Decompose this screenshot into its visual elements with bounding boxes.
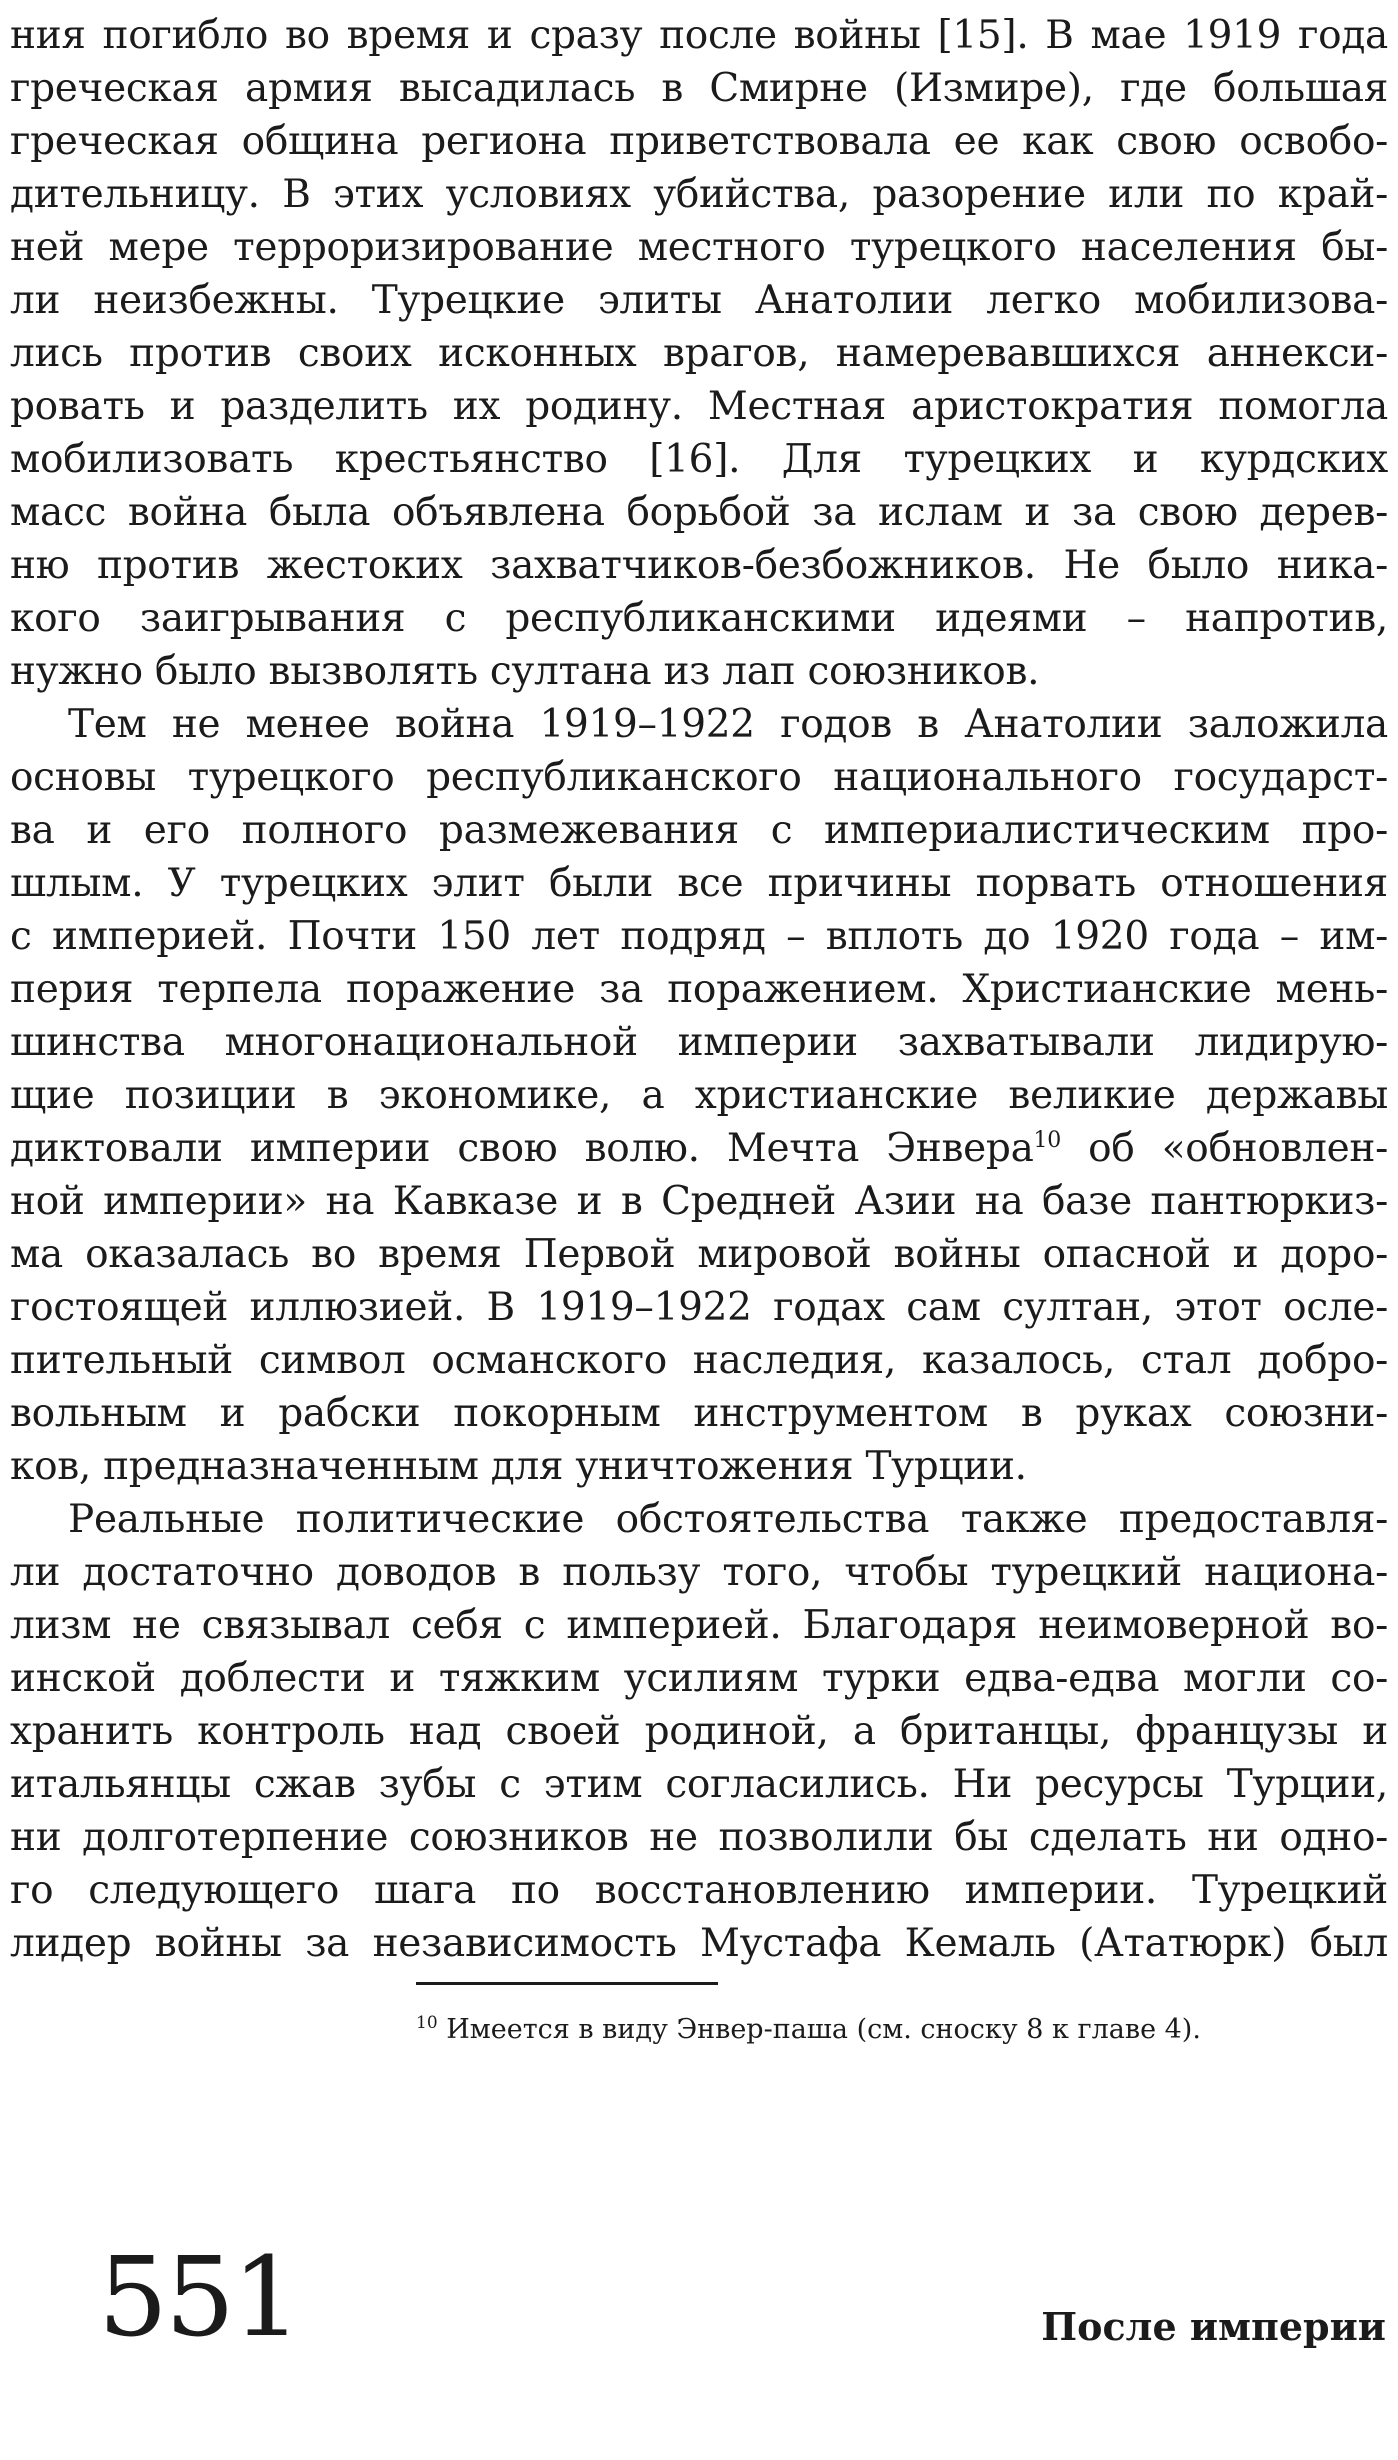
text-line: ли достаточно доводов в пользу того, чтобы турецкий национа- [10, 1550, 1388, 1595]
line-text-tail: об «обновлен- [1060, 1126, 1388, 1171]
text-line: лизм не связывал себя с империей. Благодаря неимоверной во- [10, 1603, 1388, 1648]
text-line: вольным и рабски покорным инструментом в руках союзни- [10, 1391, 1388, 1436]
text-line: ной империи» на Кавказе и в Средней Азии на базе пантюркиз- [10, 1179, 1388, 1224]
text-line: пительный символ османского наследия, казалось, стал добро- [10, 1338, 1388, 1383]
page-number: 551 [98, 2233, 299, 2361]
text-line: лись против своих исконных врагов, намеревавшихся аннекси- [10, 331, 1388, 376]
text-line: инской доблести и тяжким усилиям турки едва-едва могли со- [10, 1656, 1388, 1701]
text-line-with-footnote-ref [10, 1121, 1388, 1177]
text-line: ва и его полного размежевания с империалистическим про- [10, 808, 1388, 853]
text-line: основы турецкого республиканского национального государст- [10, 755, 1388, 800]
text-line: шлым. У турецких элит были все причины порвать отношения [10, 861, 1388, 906]
text-line: ни долготерпение союзников не позволили бы сделать ни одно- [10, 1815, 1388, 1860]
text-line: мобилизовать крестьянство [16]. Для турецких и курдских [10, 437, 1388, 482]
footnote [416, 2010, 1201, 2050]
text-line: масс война была объявлена борьбой за ислам и за свою дерев- [10, 490, 1388, 535]
text-line: с империей. Почти 150 лет подряд – вплоть до 1920 года – им- [10, 914, 1388, 959]
text-line: лидер войны за независимость Мустафа Кемаль (Ататюрк) был [10, 1921, 1388, 1966]
footnote-text: Имеется в виду Энвер-паша (см. сноску 8 к главе 4). [437, 2014, 1201, 2045]
text-line: дительницу. В этих условиях убийства, разорение или по край- [10, 172, 1388, 217]
text-line: го следующего шага по восстановлению империи. Турецкий [10, 1868, 1388, 1913]
text-line: ков, предназначенным для уничтожения Турции. [10, 1444, 1027, 1489]
text-line: перия терпела поражение за поражением. Христианские мень- [10, 967, 1388, 1012]
footnote-marker: 10 [416, 2013, 438, 2033]
text-line: кого заигрывания с республиканскими идеями – напротив, [10, 596, 1388, 641]
footnote-reference[interactable]: 10 [1033, 1128, 1061, 1153]
text-line: ню против жестоких захватчиков-безбожников. Не было ника- [10, 543, 1388, 588]
running-title: После империи [1041, 2304, 1386, 2349]
text-line: ровать и разделить их родину. Местная аристократия помогла [10, 384, 1388, 429]
text-line: ней мере терроризирование местного турецкого населения бы- [10, 225, 1388, 270]
text-line: ма оказалась во время Первой мировой войны опасной и доро- [10, 1232, 1388, 1277]
paragraph-first-line: Реальные политические обстоятельства также предоставля- [68, 1497, 1388, 1542]
text-line: ли неизбежны. Турецкие элиты Анатолии легко мобилизова- [10, 278, 1388, 323]
text-line: шинства многонациональной империи захватывали лидирую- [10, 1020, 1388, 1065]
text-line: итальянцы сжав зубы с этим согласились. Ни ресурсы Турции, [10, 1762, 1388, 1807]
line-text: диктовали империи свою волю. Мечта Энвера [10, 1126, 1034, 1171]
text-line: гостоящей иллюзией. В 1919–1922 годах сам султан, этот осле- [10, 1285, 1388, 1330]
footnote-divider [416, 1982, 718, 1985]
text-line: греческая община региона приветствовала ее как свою освобо- [10, 119, 1388, 164]
text-line: нужно было вызволять султана из лап союзников. [10, 649, 1040, 694]
text-line: щие позиции в экономике, а христианские великие державы [10, 1073, 1388, 1118]
paragraph-first-line: Тем не менее война 1919–1922 годов в Анатолии заложила [68, 702, 1388, 747]
text-line: греческая армия высадилась в Смирне (Измире), где большая [10, 66, 1388, 111]
text-line: ния погибло во время и сразу после войны [15]. В мае 1919 года [10, 13, 1388, 58]
text-line: хранить контроль над своей родиной, а британцы, французы и [10, 1709, 1388, 1754]
